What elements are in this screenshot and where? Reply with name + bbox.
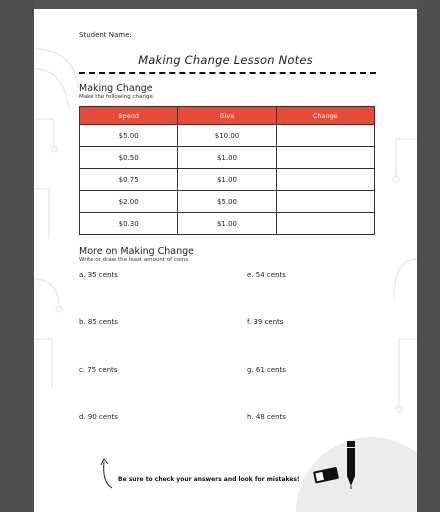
change-cell[interactable]: [276, 213, 374, 235]
table-header-row: [80, 107, 375, 125]
give-cell: $1.00: [178, 147, 276, 169]
spend-cell: $0.75: [80, 169, 178, 191]
problem-g: g. 61 cents: [247, 366, 287, 374]
change-cell[interactable]: [276, 169, 374, 191]
problem-b: b. 85 cents: [79, 318, 119, 326]
change-cell[interactable]: [276, 147, 374, 169]
section-instruction-least-coins: Write or draw the least amount of coins.: [79, 257, 190, 263]
problem-d: d. 90 cents: [79, 413, 119, 421]
page-title: Making Change Lesson Notes: [138, 53, 313, 67]
column-header-change: Change: [276, 107, 374, 125]
column-header-spend: Spend: [80, 107, 178, 125]
viewer-right-margin: [417, 0, 440, 512]
pen-icon: [344, 441, 358, 489]
problem-e: e. 54 cents: [247, 271, 286, 279]
problem-a: a. 35 cents: [79, 271, 118, 279]
spend-cell: $0.30: [80, 213, 178, 235]
change-table: [79, 106, 375, 235]
problem-h: h. 48 cents: [247, 413, 287, 421]
title-divider: [79, 72, 376, 74]
column-header-give: Give: [178, 107, 276, 125]
table-row: [80, 213, 375, 235]
give-cell: $5.00: [178, 191, 276, 213]
table-row: [80, 147, 375, 169]
give-cell: $1.00: [178, 169, 276, 191]
give-cell: $10.00: [178, 125, 276, 147]
table-row: [80, 169, 375, 191]
table-row: [80, 125, 375, 147]
section-instruction-making-change: Make the following change.: [79, 94, 155, 100]
change-cell[interactable]: [276, 191, 374, 213]
problem-c: c. 75 cents: [79, 366, 118, 374]
change-cell[interactable]: [276, 125, 374, 147]
table-row: [80, 191, 375, 213]
footer-reminder: Be sure to check your answers and look for mistakes!: [118, 476, 300, 483]
spend-cell: $2.00: [80, 191, 178, 213]
student-name-label: Student Name:: [79, 31, 132, 39]
eraser-icon: [312, 465, 342, 485]
curved-arrow-icon: [100, 454, 116, 490]
spend-cell: $0.50: [80, 147, 178, 169]
spend-cell: $5.00: [80, 125, 178, 147]
problem-f: f. 39 cents: [247, 318, 284, 326]
viewer-left-margin: [0, 0, 34, 512]
worksheet-page: [34, 9, 417, 512]
give-cell: $1.00: [178, 213, 276, 235]
section-heading-more-on-making-change: More on Making Change: [79, 246, 195, 257]
section-heading-making-change: Making Change: [79, 83, 153, 94]
